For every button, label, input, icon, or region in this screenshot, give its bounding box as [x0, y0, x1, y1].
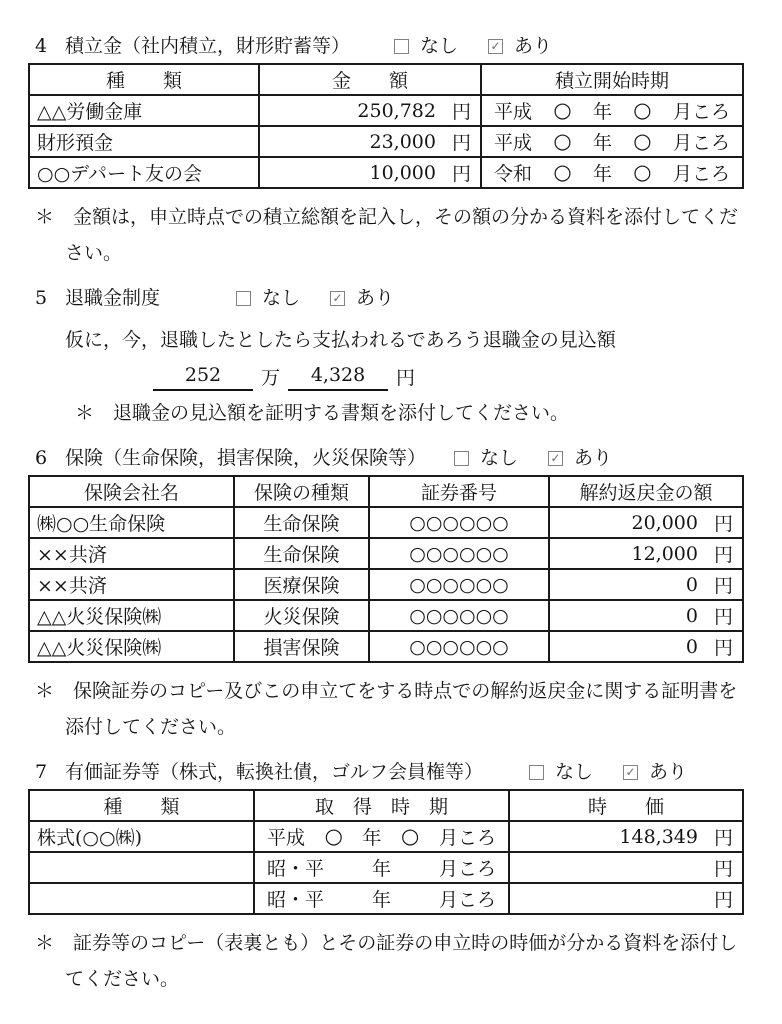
cell-refund: 20,000 円	[550, 509, 742, 536]
unit-yen: 円	[451, 163, 471, 185]
cell-acquired-period	[255, 854, 508, 881]
col-header-acquired: 取 得 時 期	[254, 790, 509, 821]
circle-mark: ○	[633, 160, 652, 184]
cell-policy-number: ○○○○○○	[369, 569, 549, 600]
col-header-kind: 種 類	[29, 64, 259, 95]
cell-policy-number: ○○○○○○	[369, 600, 549, 631]
checkbox-label: なし	[555, 761, 594, 783]
cell-type: 火災保険	[234, 600, 369, 631]
checkbox-label: あり	[649, 761, 688, 783]
cell-kind: 財形預金	[29, 126, 259, 157]
cell-type: 生命保険	[234, 538, 369, 569]
cell-type: 生命保険	[234, 507, 369, 538]
table-row	[29, 538, 743, 569]
checkbox-ari-checked[interactable]	[623, 765, 638, 780]
checkbox-nashi[interactable]	[529, 765, 544, 780]
era-label: 平成	[494, 132, 533, 154]
checkbox-ari-checked[interactable]	[330, 291, 345, 306]
unit-yen: 円	[451, 101, 471, 123]
month-label: 月ころ	[672, 163, 730, 185]
check-icon: ✓	[490, 39, 501, 53]
cell-type: 医療保険	[234, 569, 369, 600]
retirement-amount-line	[153, 361, 742, 391]
section-number: 5	[35, 287, 48, 309]
col-header-company: 保険会社名	[29, 476, 234, 507]
checkbox-label: なし	[262, 287, 301, 309]
table-row	[29, 631, 743, 662]
cell-acquired-period	[255, 823, 508, 850]
year-label: 年	[362, 827, 382, 849]
unit-yen: 円	[451, 132, 471, 154]
cell-type: 損害保険	[234, 631, 369, 662]
securities-table	[28, 789, 744, 915]
cell-policy-number: ○○○○○○	[369, 631, 549, 662]
cell-company: △△火災保険㈱	[29, 600, 234, 631]
table-row	[29, 157, 743, 188]
cell-amount: 250,782 円	[260, 97, 480, 124]
table-row	[29, 883, 743, 914]
table-row	[29, 852, 743, 883]
section5-heading	[35, 285, 742, 311]
cell-refund: 0 円	[550, 633, 742, 660]
cell-market-value: 148,349 円	[510, 823, 742, 850]
era-label: 令和	[494, 163, 533, 185]
cell-kind: 株式(○○㈱)	[29, 821, 254, 852]
unit-yen: 円	[713, 575, 733, 597]
year-label: 年	[371, 889, 391, 911]
section-number: 6	[35, 447, 48, 469]
cell-refund: 12,000 円	[550, 540, 742, 567]
cell-policy-number: ○○○○○○	[369, 507, 549, 538]
cell-policy-number: ○○○○○○	[369, 538, 549, 569]
era-label: 平成	[267, 827, 306, 849]
unit-man: 万	[261, 367, 281, 389]
checkbox-label: あり	[356, 287, 395, 309]
era-label: 昭・平	[267, 858, 325, 880]
cell-start-period	[482, 97, 742, 124]
circle-mark: ○	[633, 98, 652, 122]
unit-yen: 円	[713, 827, 733, 849]
table-header-row	[29, 64, 743, 95]
cell-company: ㈱○○生命保険	[29, 507, 234, 538]
month-label: 月ころ	[672, 132, 730, 154]
unit-yen: 円	[713, 606, 733, 628]
year-label: 年	[592, 132, 612, 154]
checkbox-group-none	[394, 33, 458, 59]
cell-start-period	[482, 159, 742, 186]
table-row	[29, 126, 743, 157]
checkbox-group-yes	[548, 445, 612, 471]
year-label: 年	[371, 858, 391, 880]
table-header-row	[29, 476, 743, 507]
checkbox-label: なし	[480, 447, 519, 469]
month-label: 月ころ	[672, 101, 730, 123]
unit-yen: 円	[713, 889, 733, 911]
col-header-market-value: 時 価	[509, 790, 743, 821]
year-label: 年	[592, 101, 612, 123]
cell-company: ××共済	[29, 569, 234, 600]
section-number: 4	[35, 35, 48, 57]
checkbox-group-none	[454, 445, 518, 471]
table-header-row	[29, 790, 743, 821]
table-row	[29, 507, 743, 538]
circle-mark: ○	[553, 129, 572, 153]
amount-man-value: 252	[153, 362, 253, 391]
checkbox-ari-checked[interactable]	[488, 39, 503, 54]
cell-start-period	[482, 128, 742, 155]
col-header-type: 保険の種類	[234, 476, 369, 507]
checkbox-nashi[interactable]	[236, 291, 251, 306]
cell-amount: 10,000 円	[260, 159, 480, 186]
insurance-table	[28, 475, 744, 663]
checkbox-ari-checked[interactable]	[548, 451, 563, 466]
cell-kind: ○○デパート友の会	[29, 157, 259, 188]
checkbox-label: なし	[420, 35, 459, 57]
month-label: 月ころ	[438, 889, 496, 911]
section-title: 退職金制度	[65, 287, 161, 309]
section-title: 保険（生命保険，損害保険，火災保険等）	[65, 447, 427, 469]
cell-kind	[29, 883, 254, 914]
section7-note: ＊ 証券等のコピー（表裏とも）とその証券の申立時の時価が分かる資料を添付してください。	[35, 932, 738, 990]
checkbox-nashi[interactable]	[454, 451, 469, 466]
era-label: 昭・平	[267, 889, 325, 911]
table-row	[29, 95, 743, 126]
section-title: 積立金（社内積立，財形貯蓄等）	[65, 35, 351, 57]
check-icon: ✓	[550, 451, 561, 465]
section4-heading	[35, 33, 742, 59]
check-icon: ✓	[332, 291, 343, 305]
unit-yen: 円	[713, 637, 733, 659]
col-header-amount: 金 額	[259, 64, 481, 95]
col-header-policy-number: 証券番号	[369, 476, 549, 507]
check-icon: ✓	[625, 765, 636, 779]
circle-mark: ○	[324, 824, 343, 848]
unit-yen: 円	[396, 367, 416, 389]
cell-amount: 23,000 円	[260, 128, 480, 155]
cell-kind: △△労働金庫	[29, 95, 259, 126]
section-number: 7	[35, 761, 48, 783]
table-row	[29, 600, 743, 631]
unit-yen: 円	[713, 544, 733, 566]
table-row	[29, 821, 743, 852]
cell-kind	[29, 852, 254, 883]
section6-heading	[35, 445, 742, 471]
retirement-estimate-text: 仮に，今，退職したとしたら支払われるであろう退職金の見込額	[65, 329, 616, 351]
checkbox-group-yes	[488, 33, 552, 59]
month-label: 月ころ	[438, 858, 496, 880]
section5-note: ＊ 退職金の見込額を証明する書類を添付してください。	[75, 402, 570, 424]
col-header-refund: 解約返戻金の額	[549, 476, 743, 507]
checkbox-group-yes	[623, 759, 687, 785]
unit-yen: 円	[713, 513, 733, 535]
cell-refund: 0 円	[550, 602, 742, 629]
circle-mark: ○	[401, 824, 420, 848]
col-header-kind: 種 類	[29, 790, 254, 821]
checkbox-group-none	[236, 285, 300, 311]
circle-mark: ○	[553, 160, 572, 184]
era-label: 平成	[494, 101, 533, 123]
circle-mark: ○	[633, 129, 652, 153]
cell-market-value	[510, 854, 742, 881]
section6-note: ＊ 保険証券のコピー及びこの申立てをする時点での解約返戻金に関する証明書を添付してください。	[35, 680, 738, 738]
unit-yen: 円	[713, 858, 733, 880]
cell-acquired-period	[255, 885, 508, 912]
col-header-start: 積立開始時期	[481, 64, 743, 95]
circle-mark: ○	[553, 98, 572, 122]
checkbox-nashi[interactable]	[394, 39, 409, 54]
checkbox-label: あり	[574, 447, 613, 469]
checkbox-group-none	[529, 759, 593, 785]
year-label: 年	[592, 163, 612, 185]
cell-refund: 0 円	[550, 571, 742, 598]
amount-yen-value: 4,328	[288, 362, 388, 391]
checkbox-label: あり	[514, 35, 553, 57]
section4-note: ＊ 金額は，申立時点での積立総額を記入し，その額の分かる資料を添付してください。	[35, 206, 739, 264]
cell-company: ××共済	[29, 538, 234, 569]
month-label: 月ころ	[438, 827, 496, 849]
table-row	[29, 569, 743, 600]
section-title: 有価証券等（株式，転換社債，ゴルフ会員権等）	[65, 761, 484, 783]
section7-heading	[35, 759, 742, 785]
checkbox-group-yes	[330, 285, 394, 311]
savings-table	[28, 63, 744, 189]
cell-market-value	[510, 885, 742, 912]
cell-company: △△火災保険㈱	[29, 631, 234, 662]
